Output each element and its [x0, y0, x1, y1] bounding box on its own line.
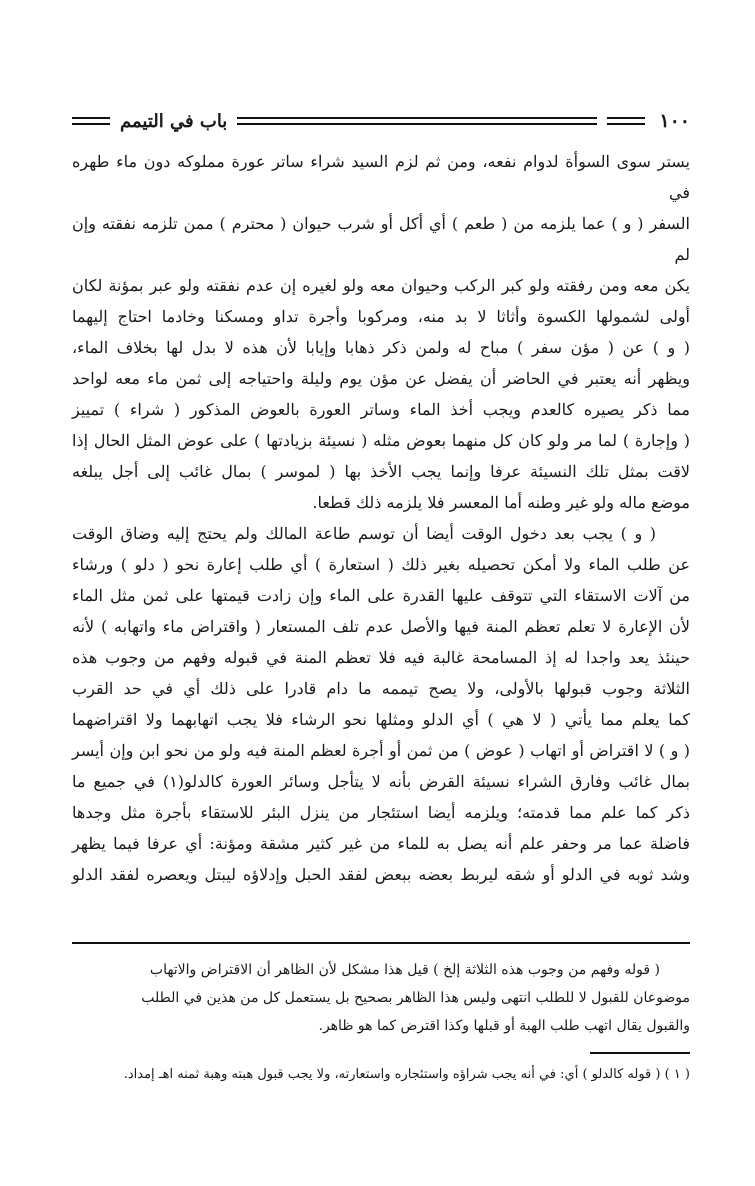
- text-line: يكن معه ومن رفقته ولو كبر الركب وحيوان معه ولو لغيره إن عدم نفقته ولو عبر بمؤنة لكان: [72, 276, 690, 295]
- text-line: حينئذ يعد واجدا له إذ المسامحة غالبة فيه فلا تعظم المنة في قبوله وفهم من وجوب هذه: [72, 648, 690, 667]
- chapter-title: باب في التيمم: [120, 110, 228, 132]
- text-line: ذكر كما علم مما قدمته؛ ويلزمه أيضا استئجار من ينزل البئر للاستقاء بأجرة مثل وجدها: [72, 803, 691, 822]
- text-line: وشد ثوبه في الدلو أو شقه ليربط بعضه ببعض لفقد الحبل وإدلاؤه ليبتل ويعصره لفقد الدلو: [72, 865, 690, 884]
- text-line: يستر سوى السوأة لدوام نفعه، ومن ثم لزم السيد شراء ساتر عورة مملوكه دون ماء طهره في: [72, 152, 690, 202]
- text-line: ( و ) عن ( مؤن سفر ) مباح له ولمن ذكر ذهابا وإيابا لأن هذه لا بدل لها بخلاف الماء،: [72, 338, 690, 357]
- text-line: الثلاثة وجوب قبولها بالأولى، ولا يصح تيممه ما دام قادرا على ذلك أي في حد القرب: [72, 679, 690, 698]
- header-rule-middle: [237, 117, 597, 125]
- text-line: ( و ) يجب بعد دخول الوقت أيضا أن توسم طاعة المالك ولم يحتج إليه وضاق الوقت: [72, 524, 656, 543]
- notes-divider: [72, 942, 690, 944]
- text-line: ويظهر أنه يعتبر في الحاضر أن يفضل عن مؤن يوم وليلة واحتياجه إلى ثمن ماء معه لواحد: [72, 369, 690, 388]
- running-header: [72, 106, 690, 136]
- header-rule-right: [607, 117, 645, 125]
- marginal-notes: [72, 956, 690, 1040]
- text-line: من آلات الاستقاء التي تتوقف عليها القدرة على الماء وإن زادت قيمتها على ثمن مثل الماء: [72, 586, 690, 605]
- text-line: مما ذكر يصيره كالعدم ويجب أخذ الماء وساتر العورة بالعوض المذكور ( شراء ) تمييز: [72, 400, 690, 419]
- text-line: ( وإجارة ) لما مر ولو كان كل منهما بعوض مثله ( نسيئة بزيادتها ) على عوض المثل الحال إذا: [72, 431, 690, 450]
- text-line: عن طلب الماء ولا أمكن تحصيله بغير ذلك ( استعارة ) أي طلب إعارة نحو ( دلو ) ورشاء: [72, 555, 690, 574]
- text-line: فاضلة عما مر وحفر علم أنه يصل به للماء من غير كثير مشقة ومؤنة: أي عرفا فيما يظهر: [72, 834, 690, 853]
- main-text: [72, 146, 690, 890]
- note-line: ( قوله وفهم من وجوب هذه الثلاثة إلخ ) قيل هذا مشكل لأن الظاهر أن الاقتراض والاتهاب: [149, 962, 660, 978]
- note-line: موضوعان للقبول لا للطلب انتهى وليس هذا الظاهر بصحيح بل يستعمل كل من هذين في الطلب: [141, 990, 690, 1006]
- text-line: لأن الإعارة لا تعلم تعظم المنة فيها والأصل عدم تلف المستعار ( واقتراض ماء واتهابه ) لأنه: [72, 617, 690, 636]
- footnote: ( ١ ) ( قوله كالدلو ) أي: في أنه يجب شراؤه واستئجاره واستعارته، ولا يجب قبول هبته وهبة ثمنه اهـ إمداد.: [123, 1067, 690, 1082]
- note-line: والقبول يقال اتهب طلب الهبة أو قبلها وكذا اقترض كما هو ظاهر.: [318, 1018, 690, 1034]
- text-line: موضع ماله ولو غير وطنه أما المعسر فلا يلزمه ذلك قطعا.: [312, 493, 690, 512]
- paragraph-1: [72, 146, 690, 518]
- footnote-divider: [590, 1052, 690, 1054]
- text-line: كما يعلم مما يأتي ( لا هي ) أي الدلو ومثلها نحو الرشاء فلا يجب اتهابهما ولا اقتراضهما: [72, 710, 690, 729]
- text-line: ( و ) لا اقتراض أو اتهاب ( عوض ) من ثمن أو أجرة لعظم المنة فيه ولو من نحو ابن وإن أيسر: [72, 741, 690, 760]
- text-line: أولى لشمولها الكسوة وأثاثا لا بد منه، ومركوبا وأجرة تداو ومسكنا وخادما احتاج إليهما: [72, 307, 690, 326]
- text-line: السفر ( و ) عما يلزمه من ( طعم ) أي أكل أو شرب حيوان ( محترم ) ممن تلزمه نفقته وإن لم: [72, 214, 690, 264]
- header-rule-left: [72, 117, 110, 125]
- text-line: بمال غائب وفارق الشراء نسيئة القرض بأنه لا يتأجل وسائر العورة كالدلو(١) في جميع ما: [72, 772, 690, 791]
- paragraph-2: [72, 518, 690, 890]
- text-line: لاقت بمثل تلك النسيئة عرفا وإنما يجب الأخذ بها ( لموسر ) بمال غائب إلى أجل يبلغه: [72, 462, 690, 481]
- page-number: ١٠٠: [659, 110, 690, 132]
